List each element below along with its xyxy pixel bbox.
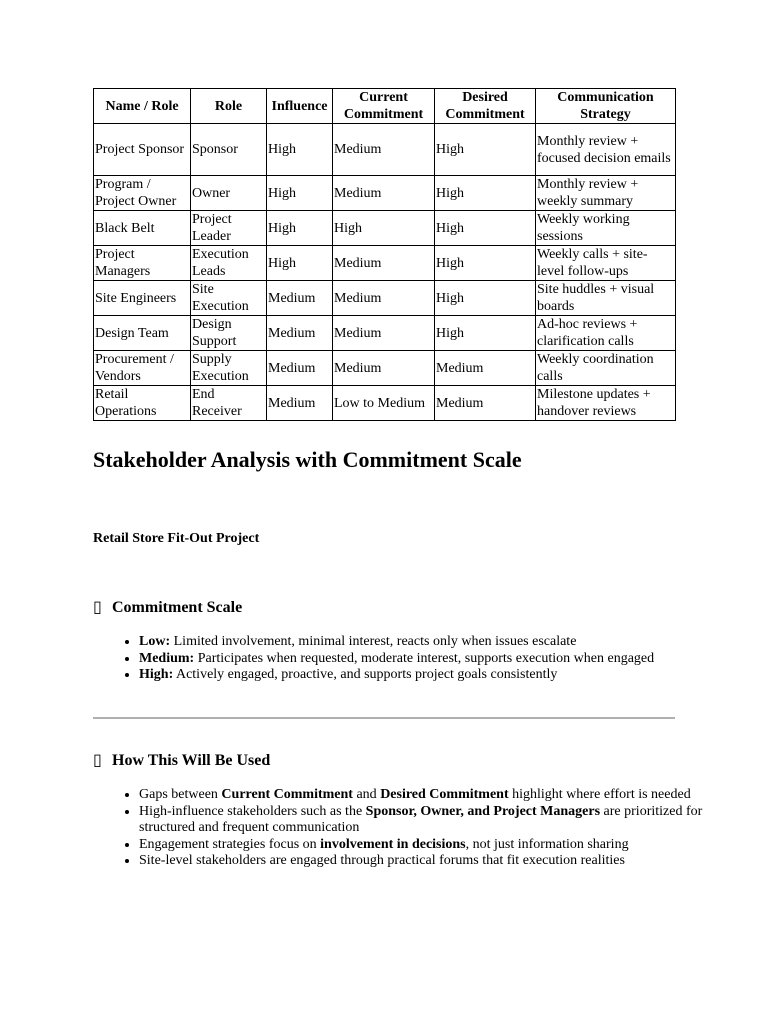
cell-current-commitment: High (333, 211, 435, 246)
usage-heading-text: How This Will Be Used (112, 752, 271, 769)
cell-name-role: Black Belt (94, 211, 191, 246)
cell-name-role: Program / Project Owner (94, 176, 191, 211)
table-header-row (94, 89, 676, 124)
cell-influence: Medium (267, 281, 333, 316)
cell-name-role: Retail Operations (94, 386, 191, 421)
usage-text: highlight where effort is needed (508, 787, 691, 802)
header-role: Role (191, 89, 267, 124)
usage-emphasis: involvement in decisions (320, 836, 466, 852)
cell-influence: Medium (267, 386, 333, 421)
cell-communication-strategy: Weekly coordination calls (536, 351, 676, 386)
missing-glyph-icon: ▯ (93, 599, 102, 616)
usage-text: Engagement strategies focus on (139, 836, 321, 852)
header-current-commitment: Current Commitment (333, 89, 435, 124)
cell-current-commitment: Medium (333, 351, 435, 386)
header-desired-commitment: Desired Commitment (435, 89, 536, 124)
usage-text: and (352, 787, 381, 802)
cell-communication-strategy: Milestone updates + handover reviews (536, 386, 676, 421)
scale-label: High: (139, 667, 174, 682)
scale-label: Medium: (139, 650, 195, 666)
cell-current-commitment: Medium (333, 281, 435, 316)
header-name-role: Name / Role (94, 89, 191, 124)
cell-influence: Medium (267, 351, 333, 386)
cell-name-role: Project Sponsor (94, 124, 191, 176)
table-row (94, 281, 676, 316)
header-influence: Influence (267, 89, 333, 124)
commitment-scale-heading (93, 598, 242, 618)
cell-role: Owner (191, 176, 267, 211)
cell-communication-strategy: Weekly calls + site-level follow-ups (536, 246, 676, 281)
cell-communication-strategy: Monthly review + focused decision emails (536, 124, 676, 176)
usage-text: Gaps between (139, 787, 222, 802)
usage-list (93, 787, 729, 870)
cell-desired-commitment: Medium (435, 386, 536, 421)
cell-desired-commitment: High (435, 176, 536, 211)
usage-text: High-influence stakeholders such as the (139, 803, 366, 819)
commitment-scale-list (93, 634, 729, 684)
cell-current-commitment: Medium (333, 316, 435, 351)
cell-name-role: Site Engineers (94, 281, 191, 316)
cell-desired-commitment: High (435, 211, 536, 246)
cell-communication-strategy: Monthly review + weekly summary (536, 176, 676, 211)
cell-role: Design Support (191, 316, 267, 351)
scale-description: Participates when requested, moderate interest, supports execution when engaged (194, 650, 655, 666)
cell-desired-commitment: Medium (435, 351, 536, 386)
list-item (139, 651, 729, 668)
cell-desired-commitment: High (435, 246, 536, 281)
page-title: Stakeholder Analysis with Commitment Scale (93, 447, 522, 472)
table-row (94, 316, 676, 351)
scale-label: Low: (139, 634, 171, 649)
cell-influence: Medium (267, 316, 333, 351)
horizontal-divider (93, 717, 675, 719)
usage-text: Site-level stakeholders are engaged through practical forums that fit execution realities (139, 853, 625, 868)
cell-influence: High (267, 124, 333, 176)
cell-role: Sponsor (191, 124, 267, 176)
missing-glyph-icon: ▯ (93, 752, 102, 769)
cell-desired-commitment: High (435, 316, 536, 351)
scale-description: Actively engaged, proactive, and supports project goals consistently (173, 667, 558, 682)
usage-text: are prioritized for structured and frequent communication (139, 803, 703, 835)
cell-communication-strategy: Weekly working sessions (536, 211, 676, 246)
usage-emphasis: Sponsor, Owner, and Project Managers (365, 803, 601, 819)
cell-role: End Receiver (191, 386, 267, 421)
commitment-scale-heading-text: Commitment Scale (112, 599, 243, 616)
scale-description: Limited involvement, minimal interest, reacts only when issues escalate (170, 634, 577, 649)
cell-desired-commitment: High (435, 281, 536, 316)
cell-role: Execution Leads (191, 246, 267, 281)
list-item (139, 634, 729, 651)
cell-influence: High (267, 211, 333, 246)
cell-desired-commitment: High (435, 124, 536, 176)
list-item (139, 667, 729, 684)
table-row (94, 386, 676, 421)
cell-communication-strategy: Site huddles + visual boards (536, 281, 676, 316)
usage-emphasis: Desired Commitment (380, 787, 509, 802)
cell-current-commitment: Medium (333, 176, 435, 211)
cell-influence: High (267, 246, 333, 281)
table-row (94, 211, 676, 246)
cell-current-commitment: Medium (333, 246, 435, 281)
table-row (94, 351, 676, 386)
cell-role: Site Execution (191, 281, 267, 316)
list-item (139, 837, 729, 854)
page-subtitle: Retail Store Fit-Out Project (93, 531, 260, 546)
list-item (139, 853, 729, 870)
cell-role: Supply Execution (191, 351, 267, 386)
stakeholder-table (93, 88, 676, 421)
list-item (139, 804, 729, 837)
usage-text: , not just information sharing (465, 836, 629, 852)
cell-role: Project Leader (191, 211, 267, 246)
table-row (94, 246, 676, 281)
list-item (139, 787, 729, 804)
table-row (94, 176, 676, 211)
cell-current-commitment: Medium (333, 124, 435, 176)
table-row (94, 124, 676, 176)
header-communication-strategy: Communication Strategy (536, 89, 676, 124)
cell-name-role: Procurement / Vendors (94, 351, 191, 386)
cell-current-commitment: Low to Medium (333, 386, 435, 421)
cell-communication-strategy: Ad-hoc reviews + clarification calls (536, 316, 676, 351)
cell-name-role: Design Team (94, 316, 191, 351)
usage-emphasis: Current Commitment (221, 787, 353, 802)
cell-name-role: Project Managers (94, 246, 191, 281)
cell-influence: High (267, 176, 333, 211)
usage-heading (93, 751, 270, 771)
